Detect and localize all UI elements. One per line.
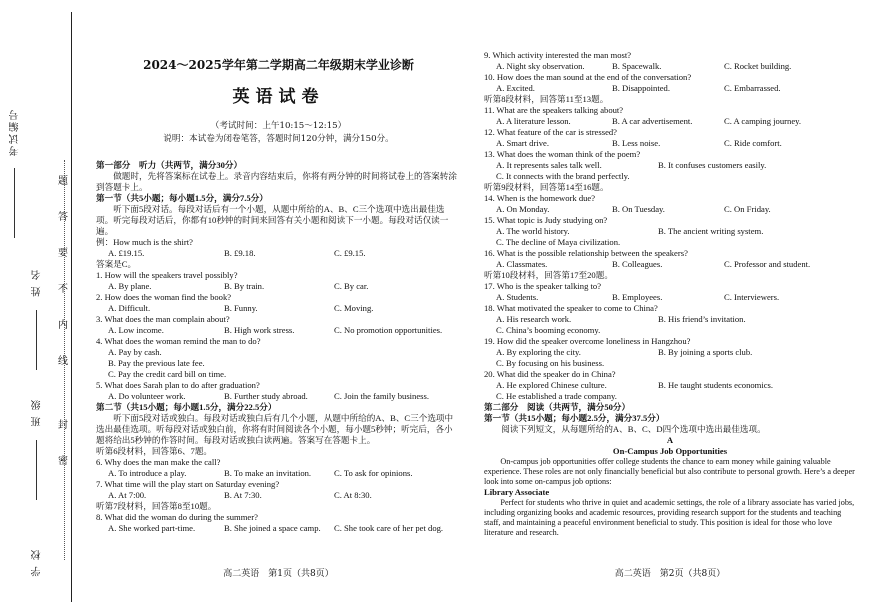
question-5: 5. What does Sarah plan to do after graduation? xyxy=(96,380,260,390)
option: A. A literature lesson. xyxy=(496,116,571,126)
option: C. He established a trade company. xyxy=(496,391,617,401)
p2s1-intro: 阅读下列短文，从每题所给的A、B、C、D四个选项中选出最佳选项。 xyxy=(501,424,766,434)
class-line xyxy=(36,440,37,500)
passage-title: On-Campus Job Opportunities xyxy=(612,446,728,456)
question-9: 9. Which activity interested the man most? xyxy=(484,50,632,60)
option: C. A camping journey. xyxy=(724,116,802,126)
option: A. Low income. xyxy=(108,325,164,335)
q15-options xyxy=(484,226,856,237)
option: C. Interviewers. xyxy=(724,292,780,302)
question-7: 7. What time will the play start on Saturday evening? xyxy=(96,479,280,489)
example-question: 例：How much is the shirt? xyxy=(96,237,193,247)
option: A. Pay by cash. xyxy=(108,347,162,357)
question-4: 4. What does the woman remind the man to do? xyxy=(96,336,261,346)
sec1-heading: 第一节（共5小题；每小题1.5分，满分7.5分） xyxy=(96,193,268,203)
seal-char: 题 xyxy=(58,176,68,187)
q8-options xyxy=(96,523,461,534)
seal-char: 密 xyxy=(58,456,68,467)
exam-subject: 英语试卷 xyxy=(232,87,325,107)
option: C. She took care of her pet dog. xyxy=(334,523,444,533)
sec2-intro: 听下面5段对话或独白。每段对话或独白后有几个小题，从题中所给的A、B、C三个选项中选出最佳选项。听每段对话或独白前，你将有时间阅读各个小题，每小题5秒钟；听完后，各小题将给出5秒钟的作答时间。每段对话或独白读两遍。答案写在答题卡上。 xyxy=(96,413,454,445)
sec1-intro: 听下面5段对话。每段对话后有一个小题，从题中所给的A、B、C三个选项中选出最佳选项。听完每段对话后，你都有10秒钟的时间来回答有关小题和阅读下一小题。每段对话仅读一遍。 xyxy=(96,204,449,236)
option: B. By joining a sports club. xyxy=(658,347,753,357)
example-answer: 答案是C。 xyxy=(96,259,137,269)
name-label: 姓 名 xyxy=(32,268,43,297)
q10-options xyxy=(484,83,856,94)
q16-options xyxy=(484,259,856,270)
q17-options xyxy=(484,292,856,303)
sec2-heading: 第二节（共15小题；每小题1.5分，满分22.5分） xyxy=(96,402,277,412)
q12-options xyxy=(484,138,856,149)
q6-options xyxy=(96,468,461,479)
option: A. On Monday. xyxy=(496,204,550,214)
option: C. To ask for opinions. xyxy=(334,468,413,478)
margin-border-line xyxy=(71,12,72,602)
option: A. By exploring the city. xyxy=(496,347,581,357)
option: B. At 7:30. xyxy=(224,490,262,500)
option: B. She joined a space camp. xyxy=(224,523,321,533)
option: B. Spacewalk. xyxy=(612,61,662,71)
option: A. Students. xyxy=(496,292,539,302)
option: A. Excited. xyxy=(496,83,535,93)
seal-char: 线 xyxy=(58,356,68,367)
passage-paragraph-2: Perfect for students who thrive in quiet and academic settings, the role of a library associate has varied jobs, including organizing books and academic resources, providing research support for the students and teaching staff, and maintaining a peaceful environment beneficial to study. This position is ideal for those who love literature and research. xyxy=(484,498,855,537)
option: C. No promotion opportunities. xyxy=(334,325,443,335)
option: B. By train. xyxy=(224,281,265,291)
option: C. Pay the credit card bill on time. xyxy=(108,369,227,379)
option: C. By focusing on his business. xyxy=(496,358,605,368)
passage-letter: A xyxy=(666,435,674,445)
option: B. Less noise. xyxy=(612,138,661,148)
seal-char: 答 xyxy=(58,212,68,223)
question-17: 17. Who is the speaker talking to? xyxy=(484,281,602,291)
option: A. £19.15. xyxy=(108,248,145,258)
q5-options xyxy=(96,391,461,402)
question-16: 16. What is the possible relationship between the speakers? xyxy=(484,248,688,258)
option: B. Colleagues. xyxy=(612,259,663,269)
option: B. Funny. xyxy=(224,303,258,313)
option: C. China’s booming economy. xyxy=(496,325,601,335)
q20-options xyxy=(484,380,856,391)
exam-number-label: 考试编号 xyxy=(10,108,21,156)
option: C. By car. xyxy=(334,281,369,291)
question-2: 2. How does the woman find the book? xyxy=(96,292,232,302)
option: A. She worked part-time. xyxy=(108,523,196,533)
part2-heading: 第二部分 阅读（共两节，满分50分） xyxy=(484,402,631,412)
option: C. It connects with the brand perfectly. xyxy=(496,171,630,181)
option: A. At 7:00. xyxy=(108,490,147,500)
option: A. He explored Chinese culture. xyxy=(496,380,607,390)
question-10: 10. How does the man sound at the end of the conversation? xyxy=(484,72,692,82)
binding-margin xyxy=(0,0,80,614)
exam-time: （考试时间：上午10:15～12:15） xyxy=(210,121,347,131)
q13-options xyxy=(484,160,856,171)
p2s1-heading: 第一节（共15小题；每小题2.5分，满分37.5分） xyxy=(484,413,665,423)
question-18: 18. What motivated the speaker to come to China? xyxy=(484,303,658,313)
question-1: 1. How will the speakers travel possibly? xyxy=(96,270,238,280)
option: B. High work stress. xyxy=(224,325,295,335)
seal-char: 内 xyxy=(58,320,68,331)
option: B. To make an invitation. xyxy=(224,468,312,478)
option: B. £9.18. xyxy=(224,248,256,258)
option: C. Professor and student. xyxy=(724,259,811,269)
question-19: 19. How did the speaker overcome loneliness in Hangzhou? xyxy=(484,336,691,346)
option: A. To introduce a play. xyxy=(108,468,187,478)
q9-options xyxy=(484,61,856,72)
q18-options xyxy=(484,314,856,325)
q3-options xyxy=(96,325,461,336)
listening-continued xyxy=(484,50,856,538)
question-8: 8. What did the woman do during the summer? xyxy=(96,512,258,522)
option: A. Do volunteer work. xyxy=(108,391,186,401)
option: A. Night sky observation. xyxy=(496,61,585,71)
option: A. Classmates. xyxy=(496,259,548,269)
q11-options xyxy=(484,116,856,127)
option: C. Moving. xyxy=(334,303,374,313)
option: A. His research work. xyxy=(496,314,572,324)
option: C. Embarrassed. xyxy=(724,83,781,93)
class-label: 班 级 xyxy=(32,398,43,427)
question-6: 6. Why does the man make the call? xyxy=(96,457,221,467)
material-8: 听第8段材料，回答第11至13题。 xyxy=(484,94,609,104)
option: A. Difficult. xyxy=(108,303,151,313)
exam-note: 说明：本试卷为闭卷笔答，答题时间120分钟，满分150分。 xyxy=(163,134,394,144)
option: A. Smart drive. xyxy=(496,138,549,148)
exam-title: 2024～2025学年第二学期高二年级期末学业诊断 xyxy=(143,58,414,72)
option: B. A car advertisement. xyxy=(612,116,693,126)
name-line xyxy=(36,310,37,370)
option: B. The ancient writing system. xyxy=(658,226,764,236)
option: C. Rocket building. xyxy=(724,61,792,71)
seal-char: 不 xyxy=(58,284,68,295)
question-3: 3. What does the man complain about? xyxy=(96,314,230,324)
part1-intro: 做题时，先将答案标在试卷上。录音内容结束后，你将有两分钟的时间将试卷上的答案转涂到答题卡上。 xyxy=(96,171,457,192)
material-7: 听第7段材料，回答第8至10题。 xyxy=(96,501,217,511)
option: A. It represents sales talk well. xyxy=(496,160,602,170)
seal-char: 封 xyxy=(58,420,68,431)
material-9: 听第9段材料，回答第14至16题。 xyxy=(484,182,609,192)
question-13: 13. What does the woman think of the poem? xyxy=(484,149,641,159)
option: A. The world history. xyxy=(496,226,570,236)
question-20: 20. What did the speaker do in China? xyxy=(484,369,616,379)
option: C. At 8:30. xyxy=(334,490,372,500)
seal-char: 要 xyxy=(58,248,68,259)
passage-paragraph-1: On-campus job opportunities offer college students the chance to earn money while gaining valuable experience. These roles are not only financially beneficial but also contribute to personal growth. Here’s a deeper look into some on-campus job options: xyxy=(484,457,855,486)
q19-options xyxy=(484,347,856,358)
option: B. Further study abroad. xyxy=(224,391,308,401)
page-footer-left: 高二英语 第1页（共8页） xyxy=(223,569,334,579)
school-label: 学 校 xyxy=(32,548,43,577)
option: C. Join the family business. xyxy=(334,391,430,401)
part1-heading: 第一部分 听力（共两节，满分30分） xyxy=(96,160,243,170)
page-footer-right: 高二英语 第2页（共8页） xyxy=(614,569,726,579)
q2-options xyxy=(96,303,461,314)
option: A. By plane. xyxy=(108,281,152,291)
option: B. Pay the previous late fee. xyxy=(108,358,205,368)
option: C. Ride comfort. xyxy=(724,138,782,148)
q7-options xyxy=(96,490,461,501)
question-15: 15. What topic is Judy studying on? xyxy=(484,215,608,225)
option: B. Employees. xyxy=(612,292,663,302)
option: B. It confuses customers easily. xyxy=(658,160,767,170)
question-11: 11. What are the speakers talking about? xyxy=(484,105,624,115)
option: B. His friend’s invitation. xyxy=(658,314,746,324)
option: C. The decline of Maya civilization. xyxy=(496,237,621,247)
question-12: 12. What feature of the car is stressed? xyxy=(484,127,617,137)
option: B. He taught students economics. xyxy=(658,380,774,390)
passage-subtitle: Library Associate xyxy=(484,487,550,497)
example-options xyxy=(96,248,461,259)
listening-section xyxy=(96,160,461,534)
exam-number-line xyxy=(14,168,15,238)
question-14: 14. When is the homework due? xyxy=(484,193,596,203)
option: C. £9.15. xyxy=(334,248,366,258)
q14-options xyxy=(484,204,856,215)
option: B. On Tuesday. xyxy=(612,204,665,214)
option: B. Disappointed. xyxy=(612,83,671,93)
option: C. On Friday. xyxy=(724,204,771,214)
material-6: 听第6段材料，回答第6、7题。 xyxy=(96,446,213,456)
material-10: 听第10段材料，回答第17至20题。 xyxy=(484,270,613,280)
q1-options xyxy=(96,281,461,292)
